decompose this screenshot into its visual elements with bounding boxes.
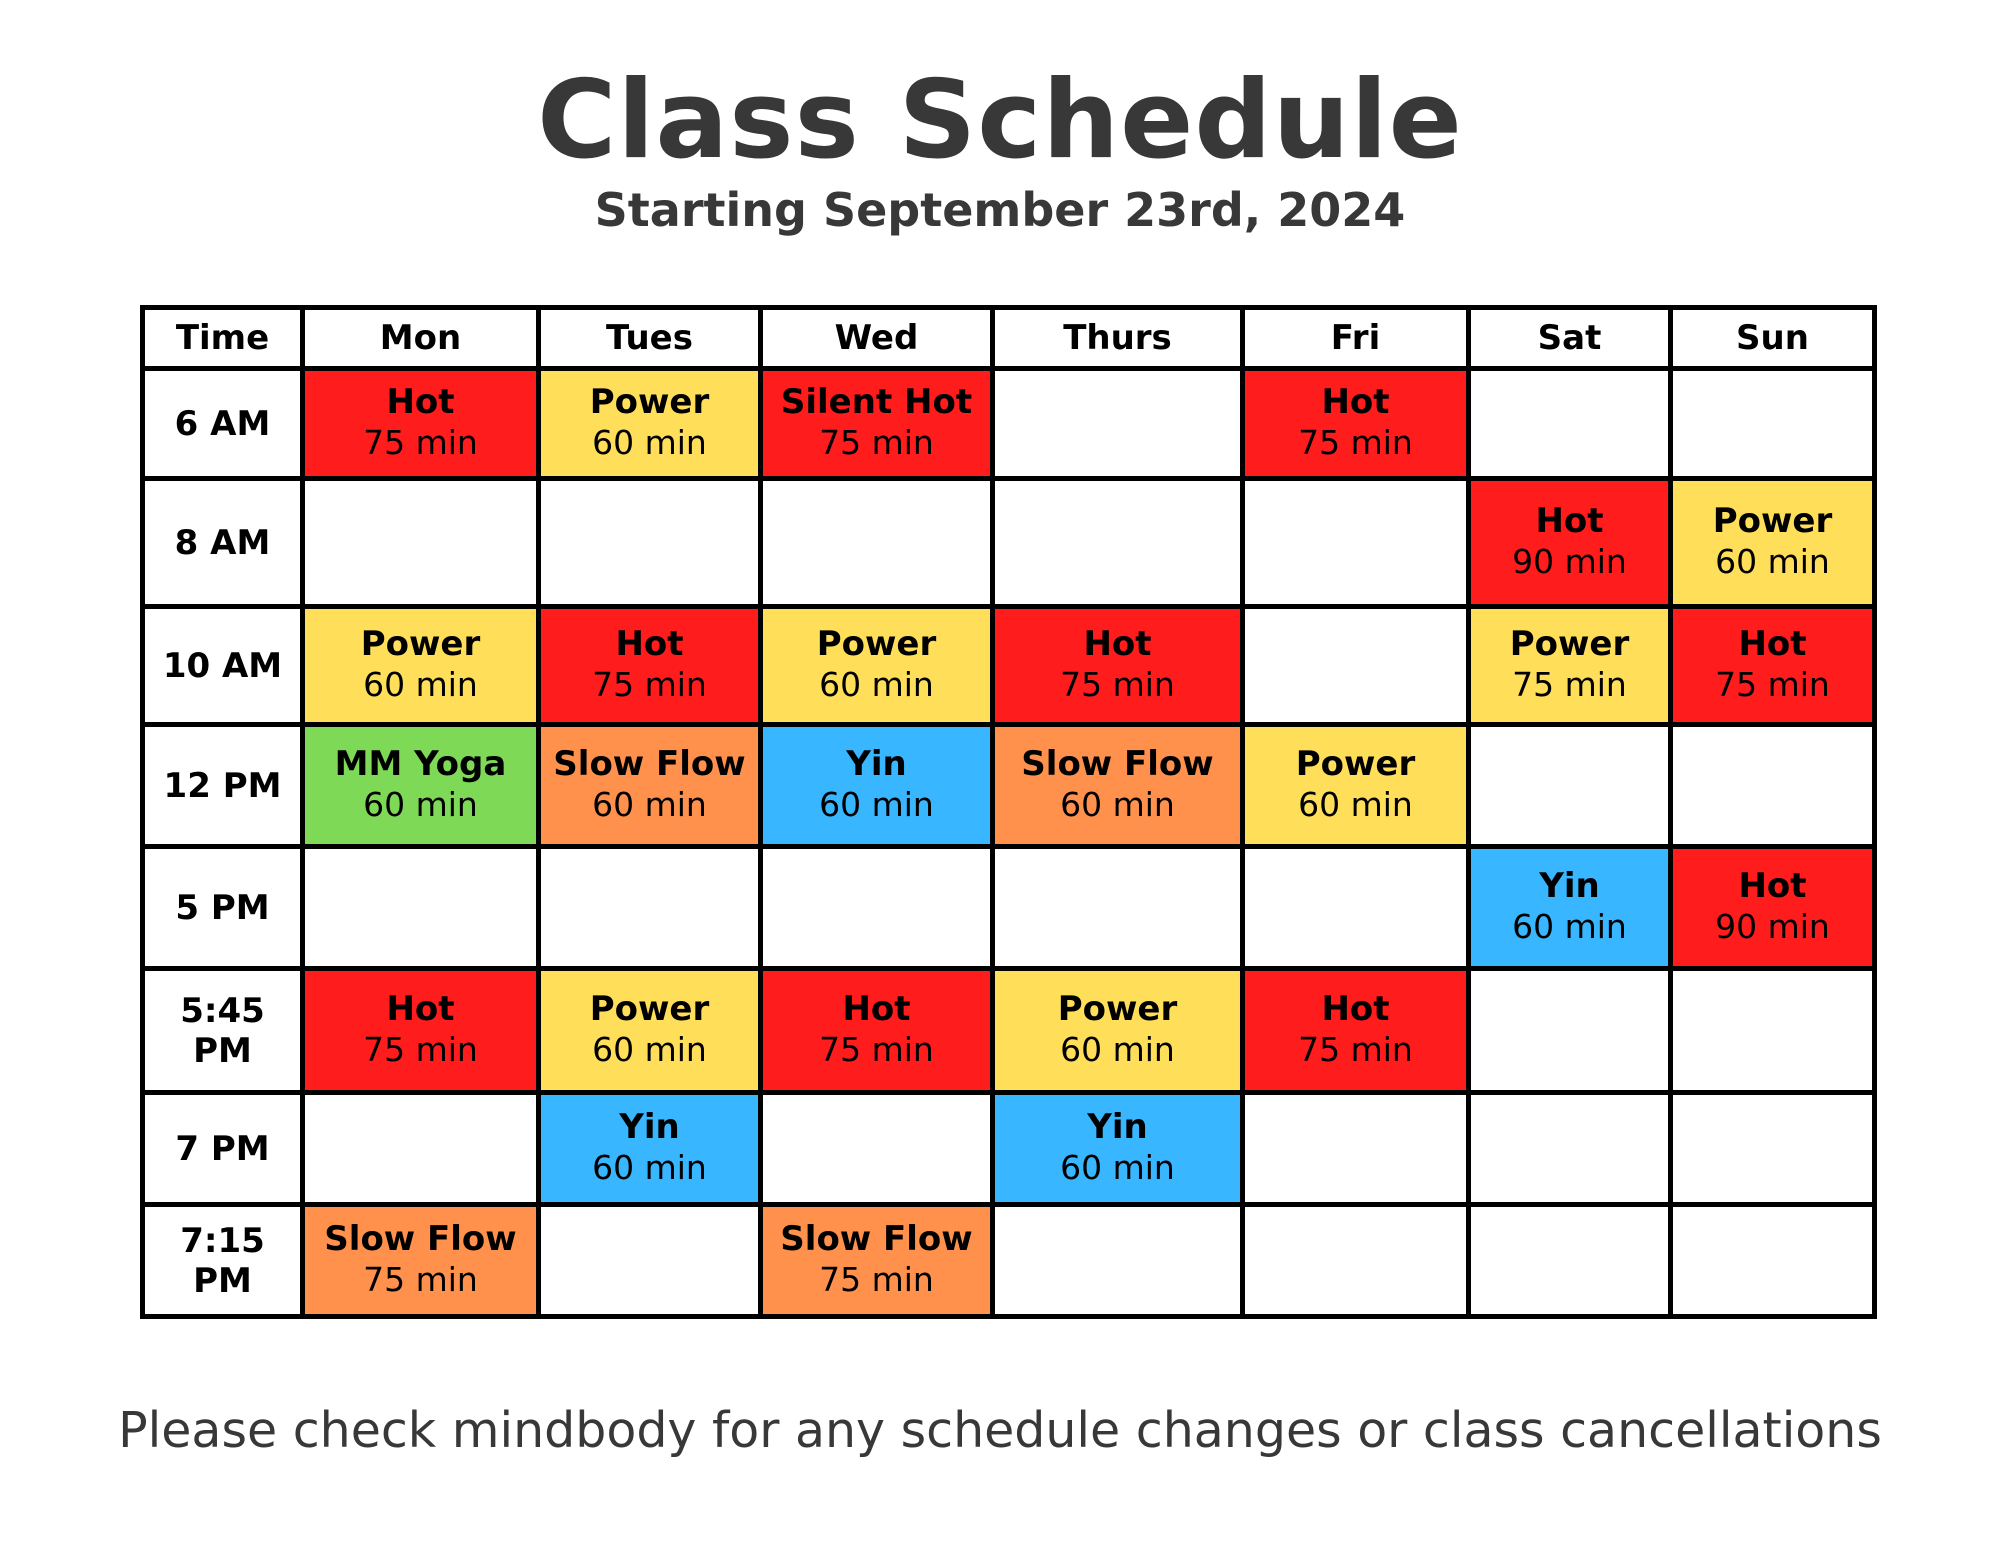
empty-cell <box>993 1205 1243 1317</box>
empty-cell <box>539 479 761 607</box>
class-cell <box>761 369 993 479</box>
class-cell <box>761 607 993 725</box>
empty-cell <box>1671 369 1875 479</box>
class-duration: 60 min <box>363 665 478 705</box>
class-name: Hot <box>386 988 455 1029</box>
class-cell <box>1671 847 1875 969</box>
class-cell <box>993 725 1243 847</box>
empty-cell <box>1469 725 1671 847</box>
day-header-thurs: Thurs <box>993 308 1243 369</box>
class-name: Hot <box>1083 623 1152 664</box>
empty-cell <box>1469 1093 1671 1205</box>
class-name: Power <box>589 988 710 1029</box>
class-name: Yin <box>1087 1106 1148 1147</box>
empty-cell <box>1243 847 1469 969</box>
class-duration: 60 min <box>1512 907 1627 947</box>
class-name: Hot <box>1321 381 1390 422</box>
empty-cell <box>539 1205 761 1317</box>
class-duration: 75 min <box>1512 665 1627 705</box>
header-row <box>143 308 1875 369</box>
class-duration: 75 min <box>592 665 707 705</box>
class-name: Yin <box>846 743 907 784</box>
class-cell <box>539 1093 761 1205</box>
class-duration: 75 min <box>819 1030 934 1070</box>
page-subtitle: Starting September 23rd, 2024 <box>594 183 1406 237</box>
class-cell <box>1671 607 1875 725</box>
empty-cell <box>761 1093 993 1205</box>
class-cell <box>761 1205 993 1317</box>
class-cell <box>761 969 993 1093</box>
class-duration: 60 min <box>1060 1148 1175 1188</box>
time-slot-label: 7 PM <box>143 1093 303 1205</box>
class-duration: 90 min <box>1512 542 1627 582</box>
empty-cell <box>1671 1093 1875 1205</box>
empty-cell <box>1671 969 1875 1093</box>
class-name: Power <box>816 623 937 664</box>
class-duration: 60 min <box>819 785 934 825</box>
empty-cell <box>1469 369 1671 479</box>
schedule-row <box>143 479 1875 607</box>
class-cell <box>993 1093 1243 1205</box>
class-name: Power <box>589 381 710 422</box>
schedule-body <box>143 369 1875 1317</box>
time-slot-label: 5 PM <box>143 847 303 969</box>
class-name: Silent Hot <box>780 381 973 422</box>
time-slot-label: 10 AM <box>143 607 303 725</box>
class-name: Slow Flow <box>1021 743 1214 784</box>
class-cell <box>1671 479 1875 607</box>
empty-cell <box>1243 607 1469 725</box>
footer-note: Please check mindbody for any schedule changes or class cancellations <box>118 1402 1882 1459</box>
class-cell <box>1243 369 1469 479</box>
empty-cell <box>761 847 993 969</box>
schedule-row <box>143 369 1875 479</box>
class-duration: 75 min <box>819 423 934 463</box>
class-cell <box>1469 607 1671 725</box>
class-cell <box>1243 725 1469 847</box>
day-header-tues: Tues <box>539 308 761 369</box>
class-duration: 60 min <box>592 423 707 463</box>
schedule-row <box>143 607 1875 725</box>
class-name: Hot <box>842 988 911 1029</box>
schedule-row <box>143 847 1875 969</box>
page-title: Class Schedule <box>537 58 1463 183</box>
time-slot-label: 8 AM <box>143 479 303 607</box>
class-duration: 60 min <box>1060 1030 1175 1070</box>
schedule-row <box>143 1205 1875 1317</box>
class-duration: 60 min <box>819 665 934 705</box>
class-cell <box>1469 479 1671 607</box>
empty-cell <box>539 847 761 969</box>
class-name: Hot <box>1321 988 1390 1029</box>
class-cell <box>303 369 539 479</box>
class-name: Power <box>1509 623 1630 664</box>
day-header-sat: Sat <box>1469 308 1671 369</box>
empty-cell <box>1243 1093 1469 1205</box>
class-duration: 60 min <box>1060 785 1175 825</box>
class-name: Hot <box>1535 500 1604 541</box>
class-duration: 60 min <box>363 785 478 825</box>
class-cell <box>1243 969 1469 1093</box>
empty-cell <box>303 847 539 969</box>
class-name: Yin <box>619 1106 680 1147</box>
schedule-row <box>143 725 1875 847</box>
class-name: Power <box>360 623 481 664</box>
time-slot-label: 6 AM <box>143 369 303 479</box>
day-header-mon: Mon <box>303 308 539 369</box>
day-header-fri: Fri <box>1243 308 1469 369</box>
schedule-row <box>143 969 1875 1093</box>
class-duration: 90 min <box>1715 907 1830 947</box>
class-cell <box>303 725 539 847</box>
schedule-table <box>140 305 1877 1319</box>
empty-cell <box>993 369 1243 479</box>
class-duration: 75 min <box>1298 1030 1413 1070</box>
class-duration: 60 min <box>592 1148 707 1188</box>
empty-cell <box>1469 1205 1671 1317</box>
class-cell <box>539 969 761 1093</box>
class-duration: 60 min <box>1715 542 1830 582</box>
class-cell <box>539 725 761 847</box>
class-name: Hot <box>615 623 684 664</box>
class-name: Hot <box>1738 623 1807 664</box>
empty-cell <box>1671 1205 1875 1317</box>
class-name: Slow Flow <box>553 743 746 784</box>
class-name: Slow Flow <box>780 1218 973 1259</box>
class-duration: 75 min <box>1060 665 1175 705</box>
class-name: Hot <box>386 381 455 422</box>
empty-cell <box>303 1093 539 1205</box>
class-cell <box>539 369 761 479</box>
empty-cell <box>761 479 993 607</box>
time-slot-label: 7:15 PM <box>143 1205 303 1317</box>
empty-cell <box>993 847 1243 969</box>
schedule-row <box>143 1093 1875 1205</box>
day-header-wed: Wed <box>761 308 993 369</box>
class-duration: 60 min <box>1298 785 1413 825</box>
class-duration: 75 min <box>363 423 478 463</box>
class-name: Power <box>1712 500 1833 541</box>
class-cell <box>1469 847 1671 969</box>
class-cell <box>761 725 993 847</box>
empty-cell <box>1243 479 1469 607</box>
class-name: Power <box>1295 743 1416 784</box>
class-cell <box>303 1205 539 1317</box>
time-slot-label: 12 PM <box>143 725 303 847</box>
empty-cell <box>1671 725 1875 847</box>
class-cell <box>993 607 1243 725</box>
class-name: Slow Flow <box>324 1218 517 1259</box>
class-duration: 75 min <box>1715 665 1830 705</box>
class-duration: 75 min <box>363 1030 478 1070</box>
empty-cell <box>303 479 539 607</box>
class-name: Power <box>1057 988 1178 1029</box>
class-name: MM Yoga <box>334 743 507 784</box>
class-cell <box>303 969 539 1093</box>
class-duration: 75 min <box>363 1260 478 1300</box>
class-cell <box>539 607 761 725</box>
time-column-header: Time <box>143 308 303 369</box>
empty-cell <box>993 479 1243 607</box>
class-duration: 60 min <box>592 785 707 825</box>
class-name: Hot <box>1738 865 1807 906</box>
class-cell <box>993 969 1243 1093</box>
class-duration: 75 min <box>1298 423 1413 463</box>
day-header-sun: Sun <box>1671 308 1875 369</box>
class-cell <box>303 607 539 725</box>
empty-cell <box>1243 1205 1469 1317</box>
time-slot-label: 5:45 PM <box>143 969 303 1093</box>
empty-cell <box>1469 969 1671 1093</box>
class-duration: 60 min <box>592 1030 707 1070</box>
class-name: Yin <box>1539 865 1600 906</box>
class-duration: 75 min <box>819 1260 934 1300</box>
